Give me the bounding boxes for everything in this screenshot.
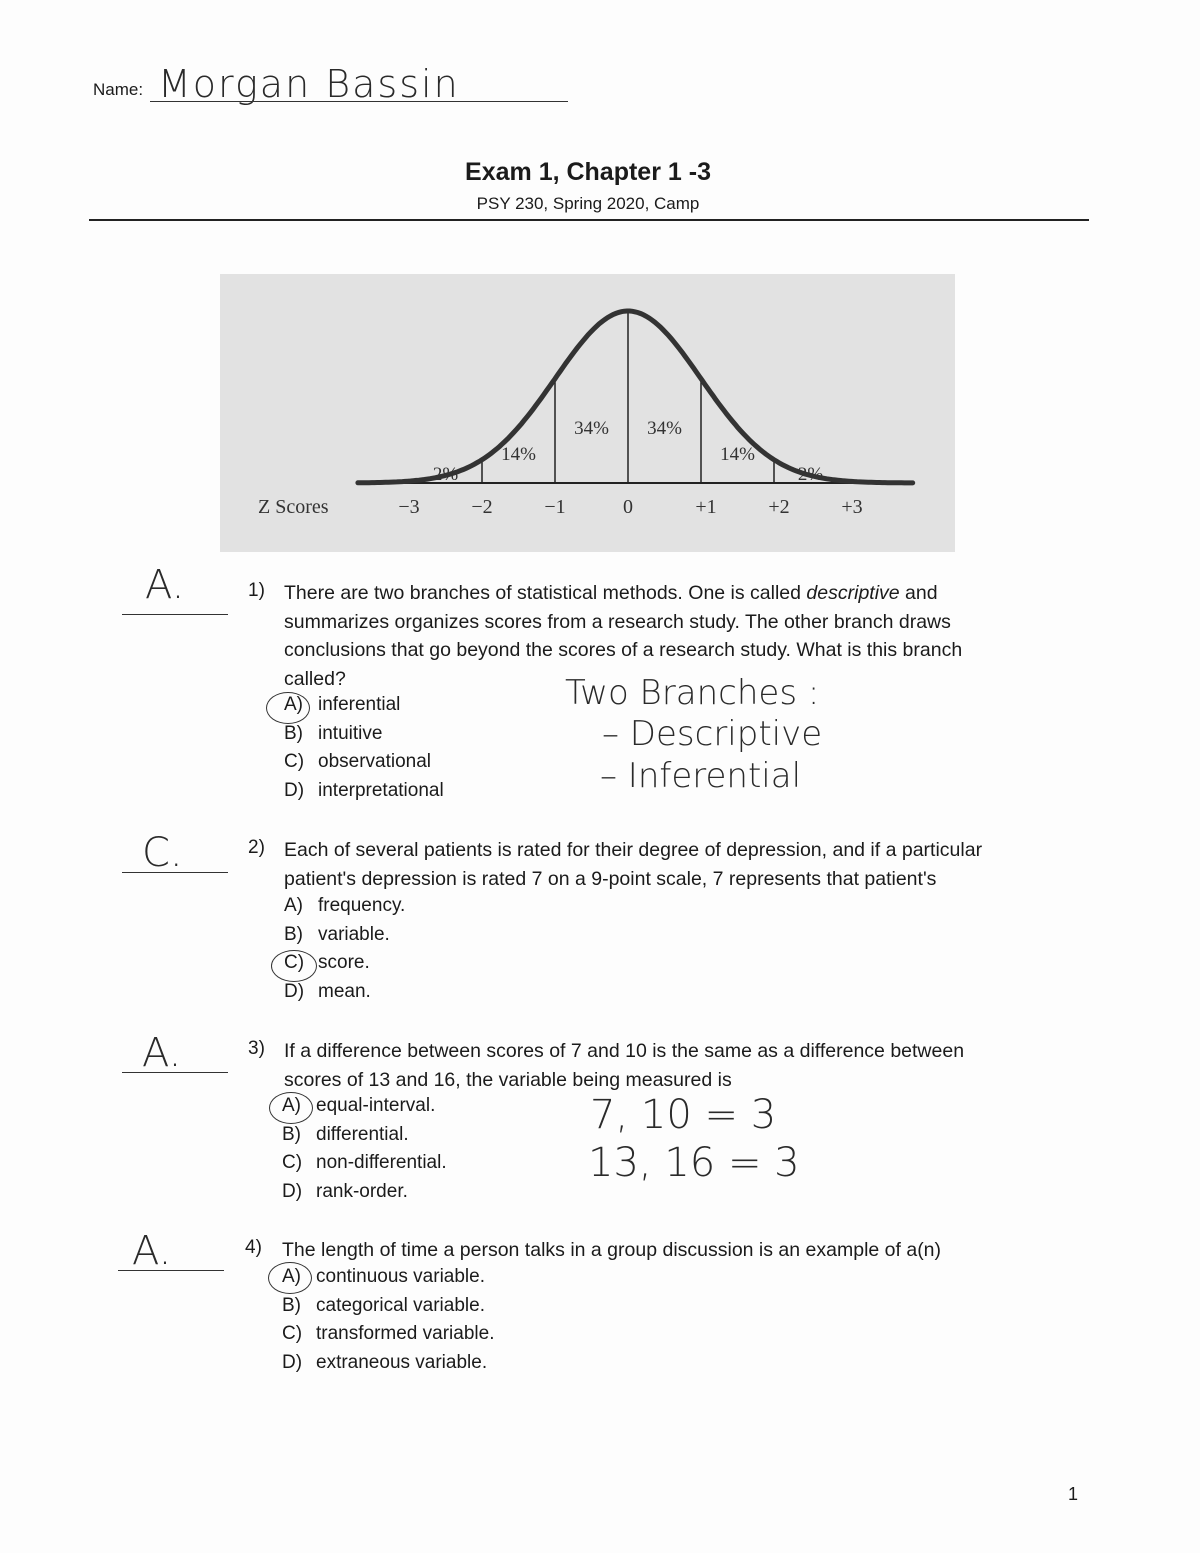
region-label: 14% (501, 444, 536, 465)
name-underline (150, 101, 568, 102)
option-c[interactable]: C) non-differential. (282, 1152, 447, 1174)
question-line: The length of time a person talks in a group discussion is an example of a(n) (282, 1239, 942, 1261)
x-tick-label: +1 (695, 496, 717, 518)
question-italic: descriptive (806, 582, 900, 604)
handwritten-note-line: – Inferential (600, 756, 802, 796)
question-line: There are two branches of statistical methods. One is called (284, 582, 807, 604)
question-number-q2: 2) (248, 837, 265, 858)
x-tick-label: −3 (398, 496, 420, 518)
option-d[interactable]: D) mean. (284, 980, 371, 1002)
handwritten-note-line: 13, 16 = 3 (588, 1140, 800, 1186)
option-c[interactable]: C) score. (284, 952, 370, 974)
normal-curve-chart (220, 274, 955, 552)
region-label: 34% (647, 418, 682, 439)
option-a[interactable]: A) equal-interval. (282, 1095, 436, 1116)
question-number-q1: 1) (248, 580, 265, 601)
student-name: Morgan Bassin (158, 62, 460, 106)
options-q4 (282, 1263, 494, 1377)
question-line: Each of several patients is rated for their degree of depression, and if a particular (284, 839, 983, 861)
question-text-q3 (284, 1037, 964, 1094)
option-a[interactable]: A) inferential (284, 694, 401, 715)
answer-q3: A. (142, 1030, 182, 1076)
option-d[interactable]: D) interpretational (284, 779, 444, 801)
x-tick-label: +2 (768, 496, 790, 518)
question-line: scores of 13 and 16, the variable being measured is (284, 1068, 732, 1091)
exam-title: Exam 1, Chapter 1 -3 (465, 158, 711, 186)
answer-q1: A. (145, 562, 185, 608)
x-tick-label: −2 (471, 496, 493, 518)
header-divider (89, 219, 1089, 221)
answer-line-q3 (122, 1072, 228, 1073)
answer-line-q4 (118, 1270, 224, 1271)
x-tick-label: +3 (841, 496, 863, 518)
page-number: 1 (1068, 1484, 1079, 1504)
answer-circle-q2 (271, 950, 317, 982)
question-line: If a difference between scores of 7 and 10 is the same as a difference between (284, 1040, 965, 1062)
option-c[interactable]: C) transformed variable. (282, 1323, 495, 1345)
question-line: conclusions that go beyond the scores of a research study. What is this branch (284, 639, 963, 661)
question-line: summarizes organizes scores from a research study. The other branch draws (284, 610, 951, 633)
option-a[interactable]: A) continuous variable. (282, 1266, 485, 1287)
exam-subtitle: PSY 230, Spring 2020, Camp (476, 194, 700, 213)
region-label: 34% (574, 418, 609, 439)
handwritten-note-line: – Descriptive (602, 714, 823, 754)
answer-q2: C. (142, 830, 183, 876)
answer-line-q1 (122, 614, 228, 615)
handwritten-note-line: 7, 10 = 3 (590, 1092, 777, 1138)
option-d[interactable]: D) rank-order. (282, 1180, 408, 1202)
region-label: 14% (720, 444, 755, 465)
normal-curve-line (358, 311, 913, 483)
normal-curve-svg (220, 274, 955, 552)
question-text-q4 (282, 1236, 941, 1265)
option-a[interactable]: A) frequency. (284, 895, 406, 916)
answer-line-q2 (122, 872, 228, 873)
question-number-q3: 3) (248, 1038, 265, 1059)
question-line: called? (284, 667, 346, 690)
question-text-q2 (284, 836, 982, 893)
region-label: 2% (797, 464, 824, 485)
answer-circle-q3 (269, 1092, 313, 1124)
x-tick-label: −1 (544, 496, 566, 518)
option-b[interactable]: B) intuitive (284, 722, 383, 744)
question-line: and (899, 582, 938, 604)
option-b[interactable]: B) categorical variable. (282, 1294, 485, 1316)
option-d[interactable]: D) extraneous variable. (282, 1351, 488, 1373)
question-line: patient's depression is rated 7 on a 9-point scale, 7 represents that patient's (284, 867, 937, 890)
option-b[interactable]: B) differential. (282, 1123, 409, 1145)
answer-circle-q4 (268, 1262, 312, 1294)
handwritten-note-line: Two Branches : (565, 673, 820, 713)
option-c[interactable]: C) observational (284, 751, 432, 773)
options-q2 (284, 892, 405, 1006)
region-label: 2% (432, 464, 459, 485)
x-tick-label: 0 (623, 496, 633, 518)
question-number-q4: 4) (245, 1237, 262, 1258)
answer-q4: A. (132, 1228, 172, 1274)
x-axis-title: Z Scores (258, 496, 329, 518)
option-b[interactable]: B) variable. (284, 923, 390, 945)
name-label: Name: (93, 80, 144, 99)
answer-circle-q1 (266, 692, 310, 724)
